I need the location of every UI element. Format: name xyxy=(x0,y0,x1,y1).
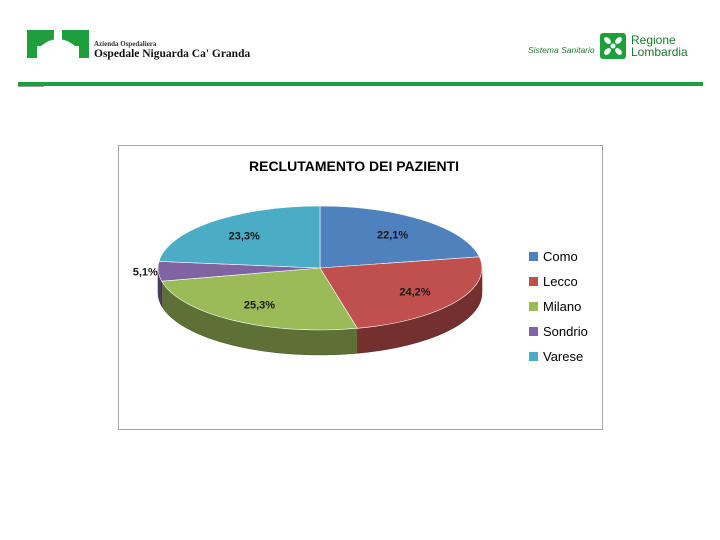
legend-swatch xyxy=(529,327,538,336)
chart-title: RECLUTAMENTO DEI PAZIENTI xyxy=(249,158,459,174)
legend-label: Sondrio xyxy=(543,324,588,339)
data-label-milano: 25,3% xyxy=(243,299,276,312)
legend-swatch xyxy=(529,277,538,286)
legend-label: Como xyxy=(543,249,578,264)
region-line-1: Regione xyxy=(631,33,676,47)
legend-label: Lecco xyxy=(543,274,578,289)
legend-item-como xyxy=(529,244,588,269)
data-label-lecco: 24,2% xyxy=(399,286,431,299)
sistema-sanitario-text: Sistema Sanitario xyxy=(528,45,595,55)
pie-chart xyxy=(118,145,603,430)
hospital-name: Ospedale Niguarda Ca' Granda xyxy=(94,48,251,60)
regione-lombardia-logo xyxy=(600,33,626,59)
regione-lombardia-name xyxy=(631,34,688,58)
legend-item-sondrio xyxy=(529,319,588,344)
legend-label: Varese xyxy=(543,349,584,364)
data-label-como: 22,1% xyxy=(376,229,409,242)
legend-swatch xyxy=(529,252,538,261)
legend-item-milano xyxy=(529,294,588,319)
legend-item-varese xyxy=(529,344,588,369)
legend-label: Milano xyxy=(543,299,582,314)
header-underline xyxy=(18,86,44,87)
legend-item-lecco xyxy=(529,269,588,294)
data-label-sondrio: 5,1% xyxy=(132,266,158,279)
niguarda-logo xyxy=(27,26,89,58)
region-line-2: Lombardia xyxy=(631,45,688,59)
header-divider xyxy=(18,82,703,86)
legend-swatch xyxy=(529,352,538,361)
hospital-subtitle: Azienda Ospedaliera xyxy=(94,40,157,48)
data-label-varese: 23,3% xyxy=(228,230,260,243)
legend-swatch xyxy=(529,302,538,311)
chart-legend xyxy=(529,244,588,369)
